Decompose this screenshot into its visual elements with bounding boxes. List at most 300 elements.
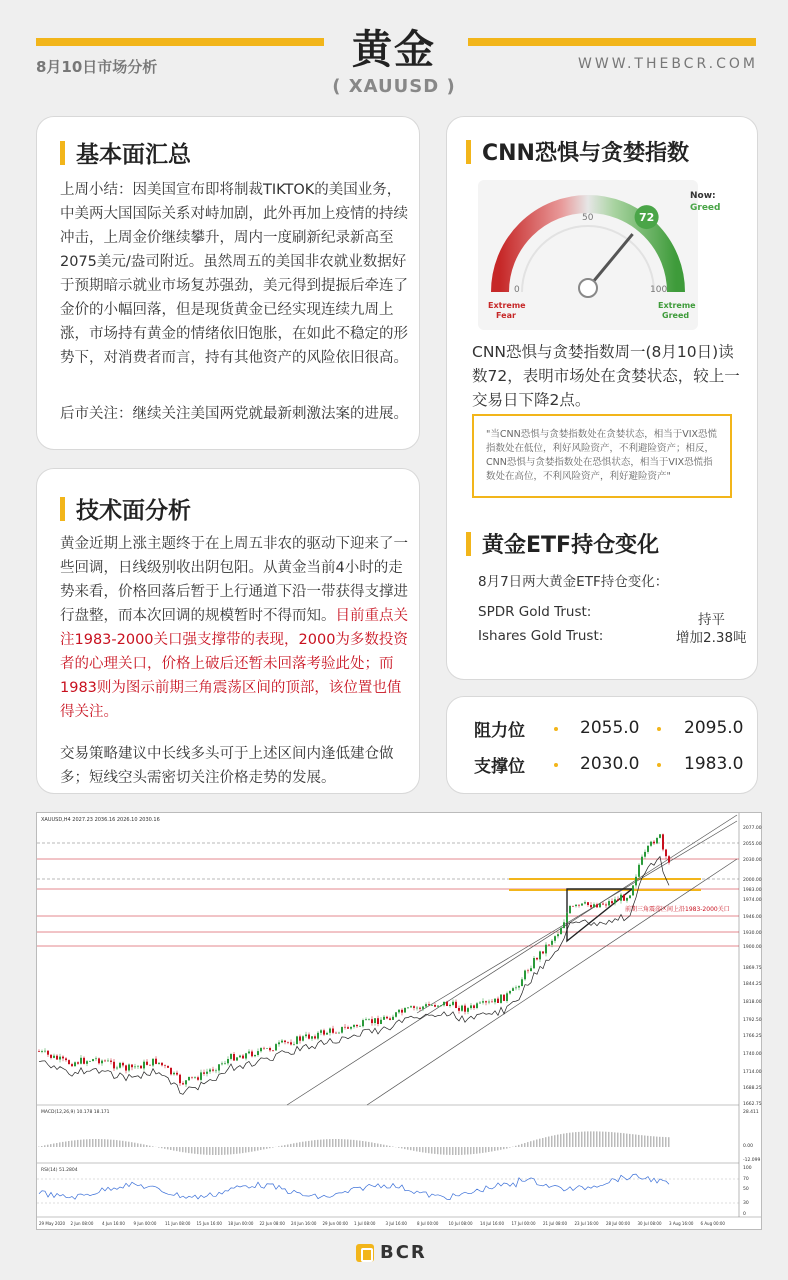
candle-body bbox=[353, 1025, 355, 1027]
candle-body bbox=[83, 1058, 85, 1064]
macd-bar bbox=[497, 1147, 499, 1150]
gauge-tick-0: 0 bbox=[514, 285, 520, 295]
candle-body bbox=[602, 904, 604, 905]
cnn-description: CNN恐惧与贪婪指数周一(8月10日)读数72，表明市场处在贪婪状态，较上一交易日下降2点。 bbox=[472, 343, 740, 409]
macd-bar bbox=[284, 1145, 286, 1147]
candle-body bbox=[266, 1048, 268, 1049]
candle-body bbox=[134, 1067, 136, 1068]
macd-bar bbox=[416, 1147, 418, 1151]
candle-body bbox=[239, 1056, 241, 1058]
macd-bar bbox=[308, 1141, 310, 1147]
macd-bar bbox=[206, 1147, 208, 1155]
candle-body bbox=[473, 1005, 475, 1008]
candle-body bbox=[491, 1002, 493, 1003]
candle-body bbox=[161, 1063, 163, 1066]
macd-bar bbox=[500, 1147, 502, 1150]
macd-bar bbox=[371, 1142, 373, 1147]
fundamentals-outlook: 后市关注：继续关注美国两党就最新刺激法案的进展。 bbox=[60, 406, 408, 422]
macd-bar bbox=[236, 1147, 238, 1154]
candle-body bbox=[80, 1058, 82, 1064]
macd-bar bbox=[287, 1145, 289, 1148]
macd-bar bbox=[137, 1143, 139, 1147]
macd-bar bbox=[485, 1147, 487, 1153]
price-tick-label: 2030.00 bbox=[743, 858, 762, 863]
rsi-tick-label: 100 bbox=[743, 1166, 752, 1171]
macd-bar bbox=[635, 1135, 637, 1148]
candle-body bbox=[323, 1030, 325, 1034]
rsi-tick-label: 0 bbox=[743, 1212, 746, 1217]
macd-bar bbox=[113, 1140, 115, 1147]
candle-body bbox=[41, 1051, 43, 1052]
macd-bar bbox=[626, 1134, 628, 1147]
candle-body bbox=[449, 1005, 451, 1006]
macd-bar bbox=[332, 1139, 334, 1147]
candle-body bbox=[437, 1006, 439, 1007]
macd-bar bbox=[143, 1144, 145, 1147]
candle-body bbox=[515, 988, 517, 989]
gauge-value: 72 bbox=[638, 211, 655, 225]
candle-body bbox=[305, 1035, 307, 1037]
price-tick-label: 1688.25 bbox=[743, 1086, 762, 1091]
macd-bar bbox=[566, 1133, 568, 1147]
candle-body bbox=[128, 1065, 130, 1071]
candle-body bbox=[458, 1008, 460, 1011]
price-tick-label: 1844.25 bbox=[743, 982, 762, 987]
candle-body bbox=[593, 904, 595, 907]
time-tick-label: 24 Jun 16:00 bbox=[291, 1221, 317, 1226]
candle-body bbox=[347, 1027, 349, 1029]
candle-body bbox=[428, 1004, 430, 1005]
candle-body bbox=[311, 1036, 313, 1038]
rsi-label: RSI(14) 51.2804 bbox=[41, 1168, 78, 1173]
candle-body bbox=[443, 1002, 445, 1006]
macd-bar bbox=[116, 1140, 118, 1147]
gauge-now-label: Now: bbox=[690, 191, 716, 201]
etf-row-spdr-change: 持平 bbox=[698, 612, 725, 628]
candle-body bbox=[395, 1012, 397, 1017]
price-tick-label: 1946.00 bbox=[743, 915, 762, 920]
candle-body bbox=[557, 934, 559, 936]
macd-bar bbox=[548, 1137, 550, 1148]
candle-body bbox=[65, 1058, 67, 1060]
candle-body bbox=[530, 968, 532, 971]
candle-body bbox=[446, 1002, 448, 1006]
macd-bar bbox=[350, 1140, 352, 1147]
macd-bar bbox=[107, 1139, 109, 1147]
time-tick-label: 22 Jun 08:00 bbox=[259, 1221, 285, 1226]
fundamentals-summary: 上周小结：因美国宣布即将制裁TIKTOK的美国业务，中美两大国国际关系对峙加剧，此外再加上疫情的持续冲击，上周金价继续攀升，周内一度刷新纪录新高至2075美元/盎司附近。虽然周五的美国非农就业数据好于预期暗示就业市场复苏强劲，美元得到提振后牵连了金价的小幅回落，但是现货黄金已经实现连续九周上涨，市场持有黄金的情绪依旧饱胀，在如此不稳定的形势下，对消费者而言，持有其他资产的风险依旧很高。 bbox=[60, 182, 408, 366]
macd-bar bbox=[92, 1139, 94, 1147]
macd-bar bbox=[494, 1147, 496, 1151]
candle-body bbox=[86, 1061, 88, 1064]
candle-body bbox=[122, 1063, 124, 1066]
macd-bar bbox=[158, 1147, 160, 1148]
candle-body bbox=[626, 898, 628, 901]
candle-body bbox=[635, 877, 637, 886]
macd-bar bbox=[401, 1147, 403, 1148]
macd-bar bbox=[467, 1147, 469, 1155]
candle-body bbox=[251, 1052, 253, 1057]
moving-average-line bbox=[39, 857, 669, 1095]
macd-tick-label: 0.00 bbox=[743, 1144, 754, 1149]
candle-body bbox=[479, 1003, 481, 1004]
macd-bar bbox=[389, 1146, 391, 1147]
gauge-now-state: Greed bbox=[690, 203, 721, 213]
macd-bar bbox=[227, 1147, 229, 1155]
candle-body bbox=[386, 1017, 388, 1019]
macd-bar bbox=[263, 1147, 265, 1149]
macd-bar bbox=[254, 1147, 256, 1151]
macd-bar bbox=[68, 1141, 70, 1147]
macd-bar bbox=[470, 1147, 472, 1154]
price-axis bbox=[743, 825, 762, 1107]
etf-row-spdr-name: SPDR Gold Trust: bbox=[478, 604, 592, 620]
candle-body bbox=[296, 1036, 298, 1044]
macd-bar bbox=[47, 1145, 49, 1147]
macd-bar bbox=[617, 1133, 619, 1147]
price-tick-label: 1900.00 bbox=[743, 945, 762, 950]
candle-body bbox=[527, 971, 529, 972]
macd-bar bbox=[329, 1139, 331, 1147]
candle-body bbox=[590, 905, 592, 907]
candle-body bbox=[167, 1066, 169, 1068]
candle-body bbox=[302, 1036, 304, 1040]
candle-body bbox=[56, 1056, 58, 1060]
candle-body bbox=[407, 1008, 409, 1009]
macd-bar bbox=[191, 1147, 193, 1153]
candle-body bbox=[155, 1059, 157, 1064]
macd-bar bbox=[218, 1147, 220, 1155]
macd-bar bbox=[374, 1143, 376, 1147]
fear-greed-gauge bbox=[478, 180, 721, 330]
macd-bar bbox=[359, 1141, 361, 1147]
macd-bar bbox=[296, 1143, 298, 1147]
price-tick-label: 1740.00 bbox=[743, 1052, 762, 1057]
macd-bar bbox=[320, 1140, 322, 1147]
macd-bar bbox=[164, 1147, 166, 1149]
candle-body bbox=[332, 1029, 334, 1033]
macd-bar bbox=[419, 1147, 421, 1152]
macd-bar bbox=[260, 1147, 262, 1150]
price-tick-label: 1818.00 bbox=[743, 1000, 762, 1005]
candle-body bbox=[59, 1057, 61, 1060]
bcr-logo bbox=[356, 1242, 427, 1263]
time-tick-label: 3 Aug 16:00 bbox=[669, 1221, 694, 1226]
bcr-logo-text: BCR bbox=[380, 1242, 427, 1263]
macd-bar bbox=[269, 1147, 271, 1148]
candle-body bbox=[101, 1061, 103, 1064]
candle-body bbox=[47, 1051, 49, 1055]
macd-bar bbox=[641, 1135, 643, 1147]
candle-body bbox=[116, 1068, 118, 1069]
macd-bar bbox=[110, 1140, 112, 1147]
macd-bar bbox=[314, 1140, 316, 1147]
candle-body bbox=[62, 1057, 64, 1059]
macd-bar bbox=[536, 1140, 538, 1148]
macd-bar bbox=[644, 1136, 646, 1148]
macd-bar bbox=[608, 1132, 610, 1147]
candle-body bbox=[668, 856, 670, 862]
candle-body bbox=[146, 1062, 148, 1065]
macd-bar bbox=[293, 1143, 295, 1147]
candle-body bbox=[524, 971, 526, 980]
macd-bar bbox=[170, 1147, 172, 1150]
candle-body bbox=[188, 1077, 190, 1080]
macd-bar bbox=[59, 1142, 61, 1147]
candle-body bbox=[587, 902, 589, 905]
macd-bar bbox=[407, 1147, 409, 1150]
candle-body bbox=[317, 1033, 319, 1039]
site-url[interactable]: WWW.THEBCR.COM bbox=[578, 56, 758, 72]
macd-bar bbox=[95, 1139, 97, 1147]
candle-body bbox=[110, 1061, 112, 1062]
indicator-axis bbox=[743, 1109, 761, 1217]
candle-body bbox=[404, 1008, 406, 1013]
macd-bar bbox=[179, 1147, 181, 1152]
candle-body bbox=[233, 1054, 235, 1061]
macd-bar bbox=[533, 1140, 535, 1147]
candle-body bbox=[263, 1048, 265, 1049]
level-dot bbox=[657, 727, 661, 731]
candle-body bbox=[659, 834, 661, 838]
technical-analysis-main: 黄金近期上涨主题终于在上周五非农的驱动下迎来了一些回调，日线级别收出阴包阳。从黄金当前4小时的走势来看，价格回落后暂于上行通道下沿一带获得支撑进行盘整，而本次回调的规模暂时不得而知。 bbox=[60, 536, 408, 624]
candle-body bbox=[176, 1073, 178, 1075]
candle-body bbox=[665, 850, 667, 857]
macd-tick-label: 28.411 bbox=[743, 1110, 759, 1115]
time-tick-label: 1 Jul 08:00 bbox=[354, 1221, 376, 1226]
macd-bar bbox=[434, 1147, 436, 1154]
candle-body bbox=[653, 842, 655, 844]
time-tick-label: 3 Jul 16:00 bbox=[385, 1221, 407, 1226]
macd-bar bbox=[53, 1144, 55, 1148]
macd-bar bbox=[611, 1132, 613, 1147]
macd-bar bbox=[620, 1133, 622, 1147]
macd-bar bbox=[365, 1141, 367, 1147]
candle-body bbox=[368, 1019, 370, 1020]
macd-bar bbox=[125, 1141, 127, 1147]
macd-bar bbox=[431, 1147, 433, 1154]
macd-bar bbox=[56, 1143, 58, 1147]
candle-body bbox=[53, 1056, 55, 1058]
time-tick-label: 23 Jul 16:00 bbox=[574, 1221, 599, 1226]
candle-body bbox=[278, 1042, 280, 1044]
macd-bar bbox=[443, 1147, 445, 1155]
candle-body bbox=[68, 1060, 70, 1064]
macd-bar bbox=[176, 1147, 178, 1151]
candle-body bbox=[566, 913, 568, 922]
candle-body bbox=[632, 885, 634, 895]
candle-body bbox=[44, 1051, 46, 1052]
candle-body bbox=[89, 1061, 91, 1062]
candle-body bbox=[539, 951, 541, 959]
candle-body bbox=[581, 904, 583, 906]
candle-body bbox=[464, 1006, 466, 1012]
candle-body bbox=[185, 1080, 187, 1084]
candle-body bbox=[218, 1064, 220, 1070]
resistance-2: 2095.0 bbox=[684, 718, 744, 738]
candle-body bbox=[326, 1033, 328, 1035]
macd-bar bbox=[632, 1134, 634, 1147]
time-tick-label: 21 Jul 08:00 bbox=[543, 1221, 567, 1226]
candle-body bbox=[221, 1063, 223, 1064]
time-tick-label: 30 Jul 08:00 bbox=[637, 1221, 662, 1226]
time-tick-label: 29 Jun 00:00 bbox=[322, 1221, 348, 1226]
candle-body bbox=[662, 834, 664, 849]
macd-bar bbox=[572, 1132, 574, 1147]
macd-bar bbox=[458, 1147, 460, 1155]
rsi-tick-label: 70 bbox=[743, 1177, 749, 1182]
candle-body bbox=[650, 842, 652, 846]
candle-body bbox=[560, 928, 562, 934]
candle-body bbox=[500, 995, 502, 1003]
candle-body bbox=[461, 1006, 463, 1011]
macd-bar bbox=[581, 1132, 583, 1147]
candle-body bbox=[509, 991, 511, 993]
macd-bar bbox=[521, 1144, 523, 1147]
macd-bar bbox=[278, 1146, 280, 1147]
candle-body bbox=[584, 902, 586, 903]
report-date: 8月10日市场分析 bbox=[36, 58, 158, 76]
candle-body bbox=[623, 895, 625, 901]
macd-bar bbox=[83, 1139, 85, 1147]
macd-bar bbox=[509, 1147, 511, 1148]
macd-bar bbox=[662, 1137, 664, 1147]
candle-body bbox=[92, 1059, 94, 1061]
price-tick-label: 2055.00 bbox=[743, 842, 762, 847]
macd-bar bbox=[290, 1144, 292, 1147]
resistance-1: 2055.0 bbox=[580, 718, 640, 738]
time-tick-label: 6 Aug 00:00 bbox=[700, 1221, 725, 1226]
macd-bar bbox=[530, 1141, 532, 1147]
macd-bar bbox=[599, 1132, 601, 1148]
price-tick-label: 2000.00 bbox=[743, 878, 762, 883]
candle-body bbox=[224, 1063, 226, 1064]
time-tick-label: 10 Jul 08:00 bbox=[448, 1221, 473, 1226]
candle-body bbox=[38, 1051, 40, 1052]
macd-bar bbox=[605, 1132, 607, 1147]
candle-body bbox=[518, 986, 520, 987]
candle-body bbox=[197, 1077, 199, 1080]
macd-bar bbox=[668, 1137, 670, 1147]
rsi-tick-label: 30 bbox=[743, 1201, 749, 1206]
macd-bar bbox=[146, 1145, 148, 1147]
candle-body bbox=[359, 1026, 361, 1027]
macd-bar bbox=[437, 1147, 439, 1154]
candle-body bbox=[608, 901, 610, 905]
price-tick-label: 1662.75 bbox=[743, 1102, 762, 1107]
candle-body bbox=[467, 1008, 469, 1012]
candle-body bbox=[71, 1064, 73, 1066]
macd-bar bbox=[524, 1143, 526, 1147]
macd-bar bbox=[602, 1132, 604, 1147]
macd-bar bbox=[266, 1147, 268, 1149]
macd-bar bbox=[44, 1145, 46, 1147]
candle-body bbox=[410, 1006, 412, 1007]
candle-body bbox=[74, 1062, 76, 1066]
macd-bar bbox=[338, 1139, 340, 1147]
macd-bar bbox=[554, 1135, 556, 1147]
etf-row-ishares-name: Ishares Gold Trust: bbox=[478, 628, 604, 644]
macd-bar bbox=[152, 1146, 154, 1147]
page-subtitle: ( XAUUSD ) bbox=[332, 76, 456, 97]
time-tick-label: 18 Jun 00:00 bbox=[228, 1221, 254, 1226]
gauge-label-extreme-greed: Extreme Greed bbox=[658, 301, 696, 320]
level-dot bbox=[657, 763, 661, 767]
macd-bar bbox=[449, 1147, 451, 1155]
candle-body bbox=[488, 1002, 490, 1003]
candle-body bbox=[275, 1044, 277, 1050]
macd-bar bbox=[344, 1139, 346, 1147]
macd-bar bbox=[140, 1144, 142, 1147]
macd-bar bbox=[656, 1137, 658, 1147]
macd-bar bbox=[578, 1132, 580, 1147]
macd-bar bbox=[74, 1140, 76, 1147]
candle-body bbox=[242, 1056, 244, 1059]
macd-bar bbox=[425, 1147, 427, 1153]
candle-body bbox=[452, 1002, 454, 1005]
rsi-tick-label: 50 bbox=[743, 1187, 749, 1192]
candle-body bbox=[320, 1030, 322, 1033]
macd-bar bbox=[299, 1142, 301, 1147]
time-tick-label: 8 Jul 00:00 bbox=[417, 1221, 439, 1226]
candle-body bbox=[494, 999, 496, 1003]
macd-bar bbox=[560, 1134, 562, 1147]
macd-bar bbox=[128, 1142, 130, 1147]
candles bbox=[38, 834, 670, 1088]
levels-card bbox=[446, 696, 758, 794]
macd-bar bbox=[311, 1141, 313, 1148]
candle-body bbox=[206, 1072, 208, 1074]
macd-bar bbox=[239, 1147, 241, 1154]
macd-bar bbox=[665, 1137, 667, 1147]
gauge-tick-100: 100 bbox=[650, 285, 668, 295]
candle-body bbox=[236, 1057, 238, 1060]
time-tick-label: 9 Jun 00:00 bbox=[133, 1221, 157, 1226]
macd-bar bbox=[584, 1132, 586, 1148]
gauge-label-extreme-fear: Extreme Fear bbox=[488, 301, 526, 320]
macd-bar bbox=[341, 1139, 343, 1147]
candle-body bbox=[209, 1070, 211, 1072]
macd-bar bbox=[380, 1144, 382, 1147]
macd-bar bbox=[491, 1147, 493, 1152]
technical-analysis bbox=[60, 532, 412, 724]
price-chart bbox=[36, 812, 762, 1230]
candle-body bbox=[329, 1029, 331, 1033]
macd-histogram bbox=[38, 1131, 670, 1155]
candle-body bbox=[425, 1004, 427, 1006]
candle-body bbox=[641, 857, 643, 865]
candle-body bbox=[338, 1033, 340, 1034]
candle-body bbox=[620, 895, 622, 901]
macd-bar bbox=[398, 1147, 400, 1148]
candle-body bbox=[95, 1058, 97, 1059]
candle-body bbox=[173, 1073, 175, 1075]
candle-body bbox=[272, 1050, 274, 1051]
macd-bar bbox=[98, 1139, 100, 1147]
macd-bar bbox=[659, 1137, 661, 1147]
macd-bar bbox=[149, 1146, 151, 1147]
candle-body bbox=[137, 1066, 139, 1067]
candle-body bbox=[506, 993, 508, 1001]
macd-bar bbox=[596, 1131, 598, 1147]
time-tick-label: 15 Jun 16:00 bbox=[196, 1221, 222, 1226]
macd-bar bbox=[80, 1140, 82, 1147]
macd-bar bbox=[392, 1147, 394, 1148]
macd-bar bbox=[101, 1139, 103, 1147]
candle-body bbox=[482, 1001, 484, 1002]
candle-body bbox=[497, 999, 499, 1003]
macd-bar bbox=[233, 1147, 235, 1154]
